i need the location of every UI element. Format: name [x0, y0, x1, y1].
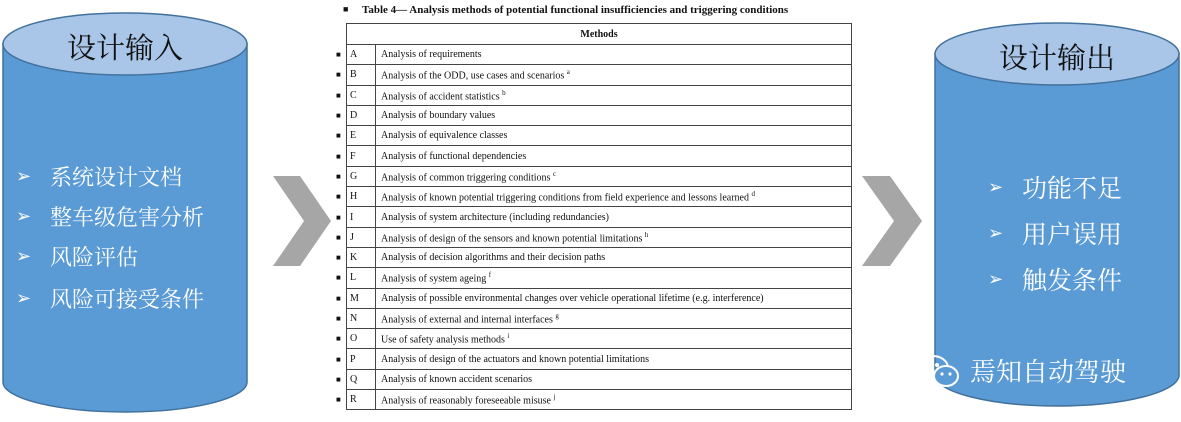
table-row: ■ B Analysis of the ODD, use cases and scenarios $^a$ [336, 65, 852, 85]
arrow-bullet-icon: ➢ [16, 245, 32, 267]
method-id-cell: H [347, 187, 376, 207]
arrow-bullet-icon: ➢ [16, 205, 32, 227]
method-text-cell: Analysis of design of the sensors and known potential limitations $^h$ [376, 227, 852, 247]
method-text-cell: Analysis of boundary values [376, 105, 852, 125]
methods-table-figure: ■ Table 4— Analysis methods of potential functional insufficiencies and triggering conditions Methods ■ A Analysis of requirements ■ B Analysis of the ODD, use cases and scenarios $^a$ ■ C Analysis of accident statistics $^b$ ■ D Analysis of boundary values ■ E Analysis of equivalence classes ■ F Analysis of functional dependencies ■ G Analysis of common triggering conditions $^c$ ■ H Analysis of known potential triggering conditions from field experience and lessons learned $^d$ ■ I Analysis of system architecture (including redundancies) ■ J Analysis of design of the sensors and known potential limitations $^h$ ■ K Analysis of decision algorithms and their decision paths ■ L Analysis of system ageing $^f$ ■ M Analysis of possible environmental changes over vehicle operational lifetime (e.g. interference) ■ N Analysis of external and internal interfaces $^g$ ■ O Use of safety analysis methods $^i$ ■ P Analysis of design of the actuators and known potential limitations ■ Q Analysis of known accident scenarios ■ R Analysis of reasonably foreseeable misuse $^j$ [336, 4, 852, 422]
footnote-marker: c [552, 169, 557, 178]
table-row: ■ J Analysis of design of the sensors and known potential limitations $^h$ [336, 227, 852, 247]
list-item: ➢ 触发条件 [988, 266, 1123, 295]
method-id-cell: D [347, 105, 376, 125]
method-text-cell: Analysis of reasonably foreseeable misuse $^j$ [376, 390, 852, 410]
arrow-bullet-icon: ➢ [16, 287, 32, 309]
method-text-cell: Analysis of system architecture (including redundancies) [376, 207, 852, 227]
design-input-list [16, 155, 204, 318]
method-text-cell: Analysis of the ODD, use cases and scenarios $^a$ [376, 65, 852, 85]
method-id-cell: E [347, 126, 376, 146]
method-text-cell: Analysis of accident statistics $^b$ [376, 85, 852, 105]
list-item: ➢ 系统设计文档 [16, 166, 183, 191]
method-id-cell: R [347, 390, 376, 410]
arrow-bullet-icon: ➢ [988, 222, 1004, 244]
table-row: ■ G Analysis of common triggering conditions $^c$ [336, 166, 852, 186]
design-output-list [988, 164, 1122, 302]
list-item: ➢ 用户误用 [988, 220, 1123, 249]
method-text-cell: Analysis of design of the actuators and known potential limitations [376, 349, 852, 369]
arrow-bullet-icon: ➢ [16, 166, 32, 187]
arrow-bullet-icon: ➢ [988, 176, 1004, 198]
footnote-marker: h [644, 230, 649, 239]
method-id-cell: A [347, 45, 376, 65]
method-id-cell: F [347, 146, 376, 166]
table-row: ■ I Analysis of system architecture (including redundancies) [336, 207, 852, 227]
arrow-bullet-icon: ➢ [988, 268, 1004, 290]
list-item: ➢ 功能不足 [988, 174, 1123, 203]
right-chevron-arrow [862, 176, 922, 266]
table-row: ■ D Analysis of boundary values [336, 105, 852, 125]
method-id-cell: B [347, 65, 376, 85]
method-text-cell: Analysis of known accident scenarios [376, 369, 852, 389]
left-chevron-arrow [273, 176, 331, 266]
footnote-marker: g [555, 311, 559, 320]
design-input-title: 设计输入 [66, 31, 183, 65]
method-text-cell: Analysis of requirements [376, 45, 852, 65]
table-header-row [336, 24, 852, 45]
methods-table [336, 23, 852, 410]
method-id-cell: P [347, 349, 376, 369]
footnote-marker: i [507, 332, 510, 341]
table-row: ■ M Analysis of possible environmental changes over vehicle operational lifetime (e.g. interference) [336, 288, 852, 308]
method-text-cell: Analysis of external and internal interfaces $^g$ [376, 308, 852, 328]
footnote-marker: a [566, 68, 570, 77]
method-text-cell: Use of safety analysis methods $^i$ [376, 329, 852, 349]
footnote-marker: b [502, 88, 506, 97]
table-row: ■ P Analysis of design of the actuators and known potential limitations [336, 349, 852, 369]
method-id-cell: L [347, 268, 376, 288]
list-item: ➢ 整车级危害分析 [16, 205, 205, 231]
design-output-title: 设计输出 [998, 41, 1115, 75]
table-row: ■ R Analysis of reasonably foreseeable misuse $^j$ [336, 390, 852, 410]
method-id-cell: O [347, 329, 376, 349]
table-row: ■ O Use of safety analysis methods $^i$ [336, 329, 852, 349]
method-text-cell: Analysis of equivalence classes [376, 126, 852, 146]
table-row: ■ A Analysis of requirements [336, 45, 852, 65]
footnote-marker: j [553, 393, 556, 402]
table-row: ■ Q Analysis of known accident scenarios [336, 369, 852, 389]
method-id-cell: M [347, 288, 376, 308]
table-row: ■ L Analysis of system ageing $^f$ [336, 268, 852, 288]
method-text-cell: Analysis of common triggering conditions $^c$ [376, 166, 852, 186]
table-row: ■ E Analysis of equivalence classes [336, 126, 852, 146]
brand-logo [916, 352, 1126, 389]
method-id-cell: N [347, 308, 376, 328]
brand-logo-text: 焉知自动驾驶 [970, 358, 1127, 388]
method-text-cell: Analysis of functional dependencies [376, 146, 852, 166]
table-row: ■ N Analysis of external and internal interfaces $^g$ [336, 308, 852, 328]
footnote-marker: d [751, 190, 755, 199]
method-id-cell: Q [347, 369, 376, 389]
method-text-cell: Analysis of decision algorithms and their decision paths [376, 247, 852, 267]
list-item: ➢ 风险可接受条件 [16, 287, 205, 313]
method-text-cell: Analysis of system ageing $^f$ [376, 268, 852, 288]
wechat-icon [916, 353, 960, 389]
method-text-cell: Analysis of known potential triggering conditions from field experience and lessons learned $^d$ [376, 187, 852, 207]
method-id-cell: I [347, 207, 376, 227]
method-id-cell: K [347, 247, 376, 267]
table-row: ■ C Analysis of accident statistics $^b$ [336, 85, 852, 105]
table-row: ■ F Analysis of functional dependencies [336, 146, 852, 166]
methods-header: Methods [347, 24, 852, 45]
footnote-marker: f [488, 271, 492, 280]
method-text-cell: Analysis of possible environmental changes over vehicle operational lifetime (e.g. interference) [376, 288, 852, 308]
table-row: ■ H Analysis of known potential triggering conditions from field experience and lessons learned $^d$ [336, 187, 852, 207]
list-item: ➢ 风险评估 [16, 245, 139, 271]
table-row: ■ K Analysis of decision algorithms and their decision paths [336, 247, 852, 267]
method-id-cell: G [347, 166, 376, 186]
method-id-cell: J [347, 227, 376, 247]
method-id-cell: C [347, 85, 376, 105]
